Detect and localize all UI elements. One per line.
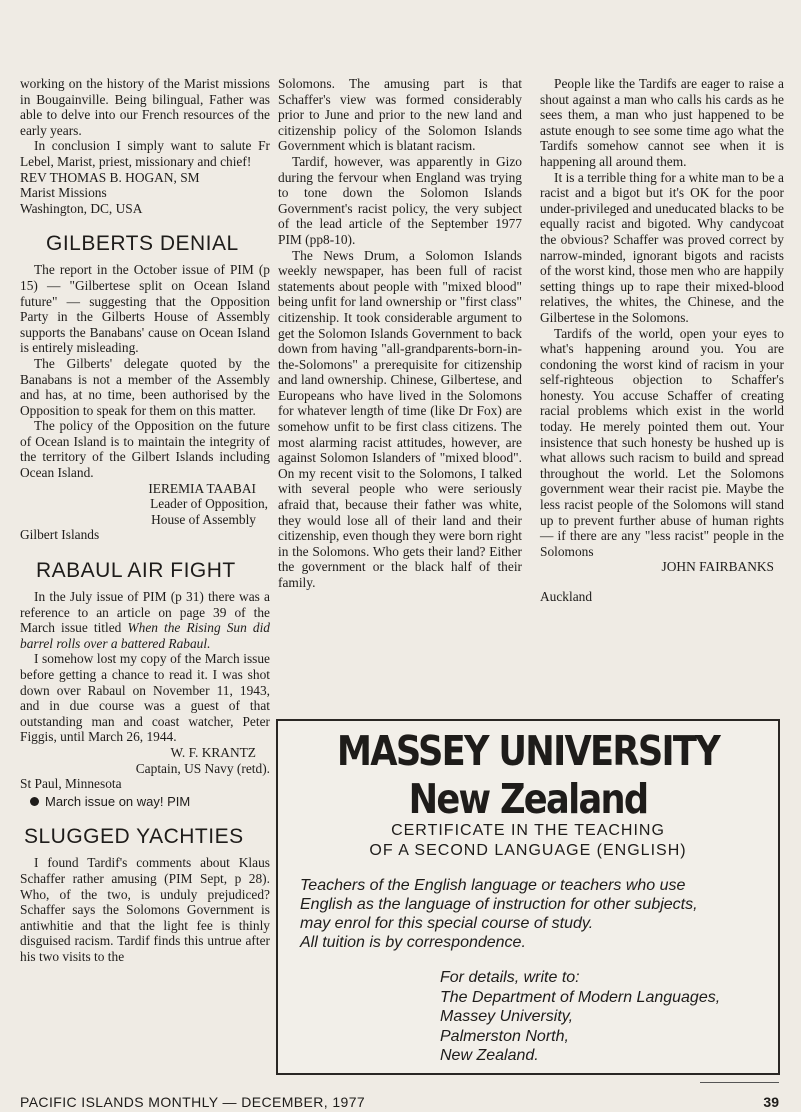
column-1 — [20, 76, 270, 965]
yachties-paragraph-6: Tardifs of the world, open your eyes to what's happening around you. You are condoning the worst kind of racism in your self-righteous objection to Schaffer's honesty. You accuse Schaffer of creating racial problems which exist in the world today. He merely pointed them out. Your insistence that such honesty be hushed up is what allows such racism to build and spread throughout the world. Let the Solomons government wear their racist pie. Maybe the less racist people of the Solomons will stand up to prevent further abuse of human rights — if there are any "less racist" people in the Solomons — [540, 325, 784, 559]
bullet-icon — [30, 797, 39, 806]
yachties-paragraph-1: I found Tardif's comments about Klaus Schaffer rather amusing (PIM Sept, p 28). Who, of the two, is unduly prejudiced? Schaffer says the Solomons Government is antiwhitie and that the light fee is thinly disguised racism. Tardif finds this untrue after his two visits to the — [20, 855, 270, 964]
letter-paragraph: In conclusion I simply want to salute Fr Lebel, Marist, priest, missionary and chief! — [20, 138, 270, 169]
column-3 — [540, 76, 784, 605]
signature-place: Gilbert Islands — [20, 527, 100, 543]
signature-title: Leader of Opposition, — [150, 496, 268, 512]
massey-university-advertisement — [276, 719, 780, 1075]
gilberts-paragraph-2: The Gilberts' delegate quoted by the Banabans is not a member of the Assembly and has, at no time, been authorised by the Opposition to speak for them on this matter. — [20, 355, 270, 418]
ad-body-line-1: Teachers of the English language or teachers who use — [300, 877, 686, 894]
ad-subtitle — [278, 821, 778, 861]
ad-details-line-3: Massey University, — [440, 1008, 574, 1025]
signature-name: JOHN FAIRBANKS — [661, 559, 774, 575]
signature-name: REV THOMAS B. HOGAN, SM — [20, 169, 200, 185]
yachties-continuation-paragraph: Solomons. The amusing part is that Schaffer's view was formed considerably prior to June and prior to the new land and citizenship policy of the Solomon Islands Government which is blatant racism. — [278, 76, 522, 154]
heading-gilberts-denial: GILBERTS DENIAL — [46, 232, 239, 256]
signature-title: Captain, US Navy (retd). — [135, 760, 270, 776]
editor-note — [30, 794, 270, 810]
yachties-paragraph-3: The News Drum, a Solomon Islands weekly newspaper, has been full of racist statements about people with "mixed blood" being unfit for land ownership or "first class" citizenship. It took considerable argument to get the Solomon Islands Government to back down from having "all-grandparents-born-in-the-Solomons" a prerequisite for citizenship and land ownership. Chinese, Gilbertese, and Europeans who have lived in the Solomons for whatever length of time (like Dr Fox) are somehow unfit to be first class citizens. The most alarming racist attitudes, however, are against Solomon Islanders of "mixed blood". On my recent visit to the Solomons, I talked with several people who were seriously afraid that, because their father was white, they would lose all of their land and their citizenship, even though they were born right in the Solomons. Who gets their land? Either the government or the black half of their family. — [278, 247, 522, 590]
ad-subtitle-line-2: OF A SECOND LANGUAGE (ENGLISH) — [369, 842, 687, 859]
page-number: 39 — [763, 1094, 779, 1110]
gilberts-paragraph-1: The report in the October issue of PIM (p 15) — "Gilbertese split on Ocean Island future" — suggesting that the Opposition Party in the Gilberts House of Assembly supports the Banabans' cause on Ocean Island is entirely misleading. — [20, 262, 270, 356]
rabaul-paragraph-1 — [20, 589, 270, 651]
ad-title-country: New Zealand — [408, 775, 648, 823]
ad-body-line-4: All tuition is by correspondence. — [300, 934, 526, 951]
ad-body-line-3: may enrol for this special course of study. — [300, 915, 594, 932]
gilberts-paragraph-3: The policy of the Opposition on the future of Ocean Island is to maintain the integrity of the territory of the Gilbert Islands including Ocean Island. — [20, 418, 270, 481]
signature-name: W. F. KRANTZ — [170, 744, 256, 760]
ad-title-university: MASSEY UNIVERSITY — [336, 727, 720, 775]
signature-place: Auckland — [540, 589, 593, 604]
heading-rabaul-air-fight: RABAUL AIR FIGHT — [36, 559, 236, 583]
publication-footer: PACIFIC ISLANDS MONTHLY — DECEMBER, 1977 — [20, 1094, 366, 1110]
heading-slugged-yachties: SLUGGED YACHTIES — [24, 825, 244, 849]
ad-details-line-4: Palmerston North, — [440, 1027, 569, 1045]
signature-place: Washington, DC, USA — [20, 200, 143, 216]
ad-details-line-5: New Zealand. — [440, 1047, 539, 1064]
ad-body-line-2: English as the language of instruction for other subjects, — [300, 896, 698, 913]
ad-details-line-2: The Department of Modern Languages, — [440, 988, 721, 1006]
signature-org: Marist Missions — [20, 185, 107, 201]
ad-body — [300, 876, 770, 952]
signature-org: House of Assembly — [151, 511, 256, 527]
ad-subtitle-line-1: CERTIFICATE IN THE TEACHING — [391, 822, 665, 839]
yachties-paragraph-4: People like the Tardifs are eager to raise a shout against a man who calls his cards as he sees them, a man who just happened to be astute enough to see some time ago what the Tardifs somehow cannot see when it is happening all around them. — [540, 76, 784, 169]
rabaul-paragraph-1-text: In the July issue of PIM (p 31) there was a reference to an article on page 39 of the March issue titled — [20, 589, 270, 636]
ad-contact-details — [440, 968, 770, 1066]
column-2 — [278, 76, 522, 591]
ad-details-line-1: For details, write to: — [440, 969, 580, 986]
yachties-paragraph-2: Tardif, however, was apparently in Gizo during the fervour when England was trying to tone down the Solomon Islands Government's racist policy, the very subject of the lead article of the September 1977 PIM (pp8-10). — [278, 153, 522, 247]
editor-note-text: March issue on way! PIM — [45, 793, 191, 809]
letter-continuation-paragraph: working on the history of the Marist missions in Bougainville. Being bilingual, Father was able to delve into our French resources of the early years. — [20, 76, 270, 138]
article-title: When the Rising Sun did barrel rolls over a battered Rabaul. — [20, 620, 270, 651]
rabaul-paragraph-2: I somehow lost my copy of the March issue before getting a chance to read it. I was shot down over Rabaul on November 11, 1943, and in due course was a guest of that outstanding man and coast watcher, Peter Figgis, until March 26, 1944. — [20, 651, 270, 745]
signature-place: St Paul, Minnesota — [20, 776, 122, 792]
footer-rule — [700, 1082, 779, 1083]
signature-name: IEREMIA TAABAI — [148, 480, 256, 496]
yachties-paragraph-5: It is a terrible thing for a white man to be a racist and a bigot but it's OK for the poor under-privileged and uneducated blacks to be equally racist and bigoted. Why candycoat the obvious? Schaffer was proved correct by narrow-minded, ignorant bigots and racists of the worst kind, those men who are happily setting things up to rape their mixed-blood relatives, the whites, the Chinese, and the Gilbertese in the Solomons. — [540, 169, 784, 325]
